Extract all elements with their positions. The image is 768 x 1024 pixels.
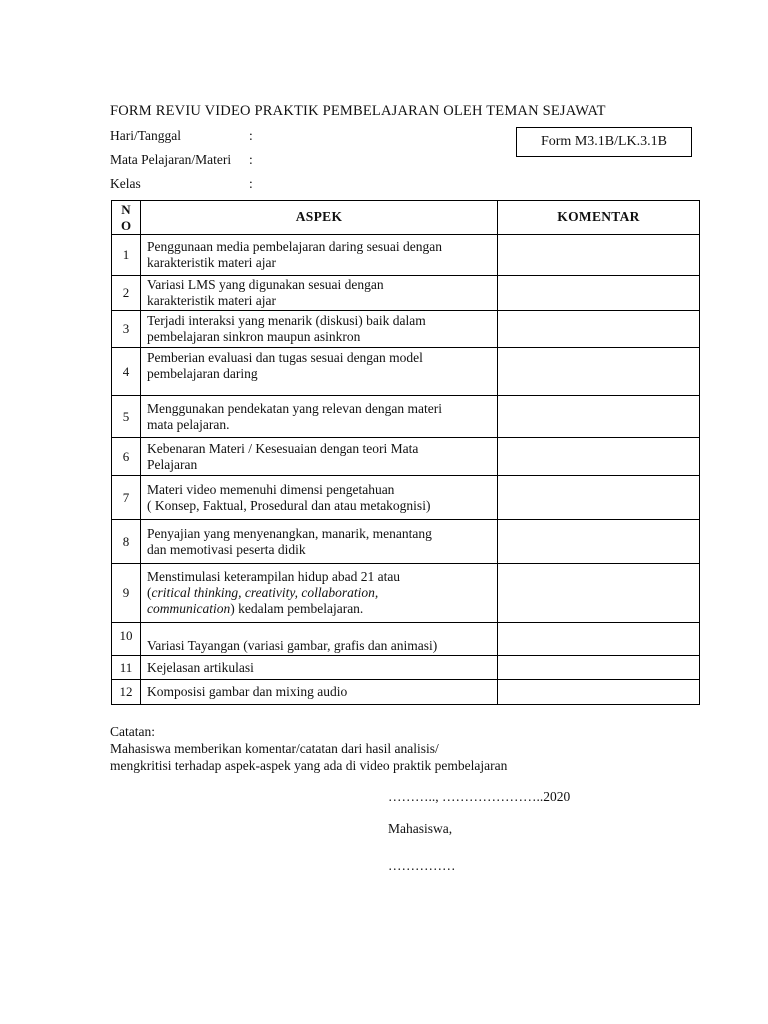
- row-komentar-cell[interactable]: [498, 623, 700, 656]
- row-number: 8: [112, 520, 141, 564]
- row-number: 11: [112, 656, 141, 680]
- row-komentar-cell[interactable]: [498, 680, 700, 705]
- row-komentar-cell[interactable]: [498, 235, 700, 276]
- row-komentar-cell[interactable]: [498, 564, 700, 623]
- notes-line: mengkritisi terhadap aspek-aspek yang ada di video praktik pembelajaran: [110, 758, 508, 773]
- row-komentar-cell[interactable]: [498, 438, 700, 476]
- row-aspek: Kebenaran Materi / Kesesuaian dengan teori Mata Pelajaran: [141, 438, 498, 476]
- table-row: [112, 276, 700, 311]
- row-number: 9: [112, 564, 141, 623]
- notes-section: [110, 723, 507, 774]
- row-aspek: Pemberian evaluasi dan tugas sesuai dengan model pembelajaran daring: [141, 348, 498, 396]
- table-row: [112, 311, 700, 348]
- row-komentar-cell[interactable]: [498, 656, 700, 680]
- table-row: [112, 235, 700, 276]
- row-aspek: Materi video memenuhi dimensi pengetahuan ( Konsep, Faktual, Prosedural dan atau metakognisi): [141, 476, 498, 520]
- header-komentar: KOMENTAR: [498, 201, 700, 235]
- row-number: 7: [112, 476, 141, 520]
- form-title: FORM REVIU VIDEO PRAKTIK PEMBELAJARAN OLEH TEMAN SEJAWAT: [110, 103, 606, 119]
- field-colon: :: [249, 128, 253, 143]
- header-aspek: ASPEK: [141, 201, 498, 235]
- row-number: 10: [112, 623, 141, 656]
- notes-line: Mahasiswa memberikan komentar/catatan dari hasil analisis/: [110, 741, 439, 756]
- row-number: 1: [112, 235, 141, 276]
- table-row: [112, 438, 700, 476]
- table-row: [112, 396, 700, 438]
- row-aspek: Variasi Tayangan (variasi gambar, grafis dan animasi): [141, 623, 498, 656]
- signature-name-line: ……………: [388, 858, 456, 873]
- form-code-box: Form M3.1B/LK.3.1B: [516, 127, 692, 157]
- row-number: 6: [112, 438, 141, 476]
- table-header-row: [112, 201, 700, 235]
- table-row: [112, 564, 700, 623]
- field-label: Kelas: [110, 176, 141, 191]
- row-komentar-cell[interactable]: [498, 520, 700, 564]
- row-aspek: Menstimulasi keterampilan hidup abad 21 atau (critical thinking, creativity, collaboration, communication) kedalam pembelajaran.: [141, 564, 498, 623]
- row-komentar-cell[interactable]: [498, 276, 700, 311]
- table-row: [112, 476, 700, 520]
- row-number: 12: [112, 680, 141, 705]
- signature-date-line: ……….., …………………..2020: [388, 789, 571, 804]
- row-komentar-cell[interactable]: [498, 396, 700, 438]
- row-aspek: Komposisi gambar dan mixing audio: [141, 680, 498, 705]
- row-aspek: Penggunaan media pembelajaran daring sesuai dengan karakteristik materi ajar: [141, 235, 498, 276]
- field-colon: :: [249, 152, 253, 167]
- table-row: [112, 520, 700, 564]
- row-number: 3: [112, 311, 141, 348]
- row-komentar-cell[interactable]: [498, 348, 700, 396]
- row-aspek: Menggunakan pendekatan yang relevan dengan materi mata pelajaran.: [141, 396, 498, 438]
- row-komentar-cell[interactable]: [498, 311, 700, 348]
- table-row: [112, 656, 700, 680]
- table-row: [112, 623, 700, 656]
- row-aspek: Terjadi interaksi yang menarik (diskusi) baik dalam pembelajaran sinkron maupun asinkron: [141, 311, 498, 348]
- field-label: Mata Pelajaran/Materi: [110, 152, 232, 167]
- notes-heading: Catatan:: [110, 724, 155, 739]
- row-number: 5: [112, 396, 141, 438]
- row-number: 4: [112, 348, 141, 396]
- row-number: 2: [112, 276, 141, 311]
- field-label: Hari/Tanggal: [110, 128, 182, 143]
- field-colon: :: [249, 176, 253, 191]
- row-aspek: Kejelasan artikulasi: [141, 656, 498, 680]
- signature-role: Mahasiswa,: [388, 821, 453, 836]
- row-aspek: Variasi LMS yang digunakan sesuai dengan karakteristik materi ajar: [141, 276, 498, 311]
- row-aspek: Penyajian yang menyenangkan, manarik, menantang dan memotivasi peserta didik: [141, 520, 498, 564]
- table-row: [112, 348, 700, 396]
- header-no: N O: [112, 201, 141, 235]
- review-table: [111, 200, 700, 705]
- table-row: [112, 680, 700, 705]
- row-komentar-cell[interactable]: [498, 476, 700, 520]
